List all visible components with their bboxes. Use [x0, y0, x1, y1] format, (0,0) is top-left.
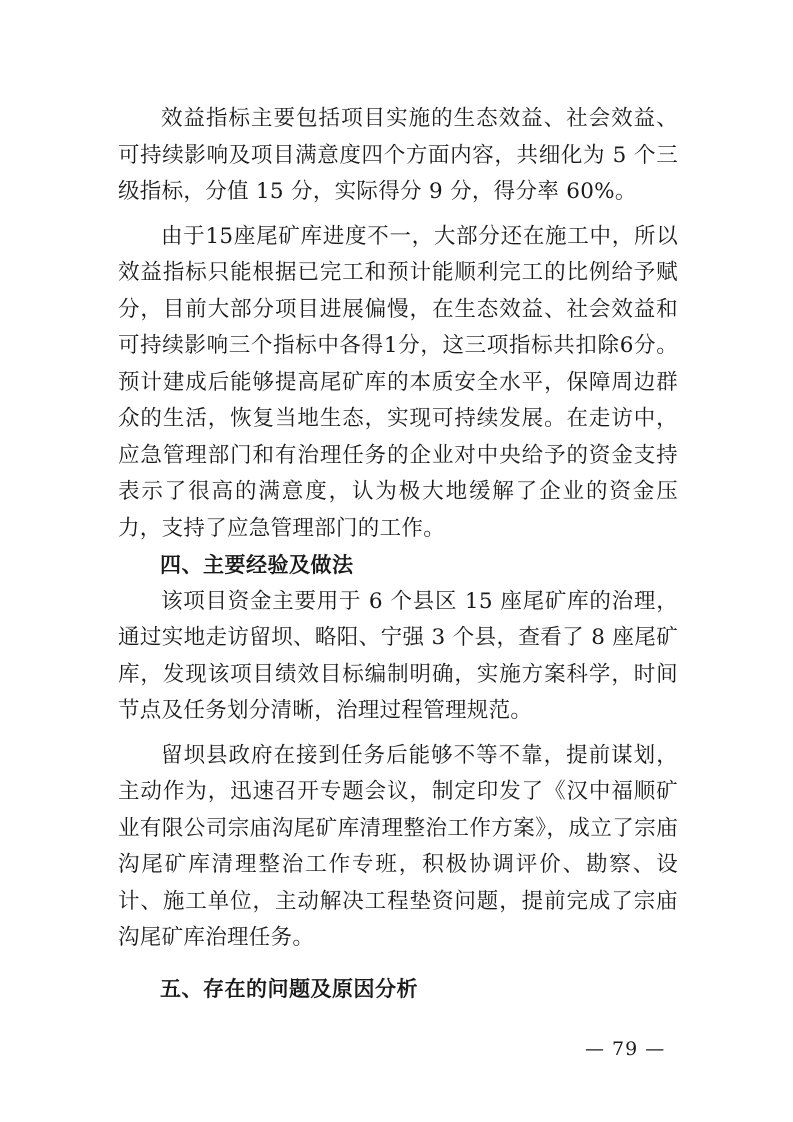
paragraph-spacer — [118, 211, 678, 219]
page-body — [118, 101, 678, 1007]
paragraph-benefit-indicators: 效益指标主要包括项目实施的生态效益、社会效益、可持续影响及项目满意度四个方面内容，共细化为 5 个三级指标，分值 15 分，实际得分 9 分，得分率 60%。 — [118, 106, 678, 204]
paragraph-project-overview: 该项目资金主要用于 6 个县区 15 座尾矿库的治理，通过实地走访留坝、略阳、宁强 3 个县，查看了 8 座尾矿库，发现该项目绩效目标编制明确，实施方案科学，时间节点及任务划分清晰，治理过程管理规范。 — [118, 588, 678, 723]
paragraph-tailings-progress: 由于15座尾矿库进度不一，大部分还在施工中，所以效益指标只能根据已完工和预计能顺利完工的比例给予赋分，目前大部分项目进展偏慢，在生态效益、社会效益和可持续影响三个指标中各得1分，这三项指标共扣除6分。预计建成后能够提高尾矿库的本质安全水平，保障周边群众的生活，恢复当地生态，实现可持续发展。在走访中，应急管理部门和有治理任务的企业对中央给予的资金支持表示了很高的满意度，认为极大地缓解了企业的资金压力，支持了应急管理部门的工作。 — [118, 223, 678, 541]
paragraph-liuba-county: 留坝县政府在接到任务后能够不等不靠，提前谋划，主动作为，迅速召开专题会议，制定印发了《汉中福顺矿业有限公司宗庙沟尾矿库清理整治工作方案》，成立了宗庙沟尾矿库清理整治工作专班，积极协调评价、勘察、设计、施工单位，主动解决工程垫资问题，提前完成了宗庙沟尾矿库治理任务。 — [118, 742, 678, 950]
section-heading-experience: 四、主要经验及做法 — [160, 553, 354, 577]
paragraph-spacer — [118, 957, 678, 971]
section-heading-problems: 五、存在的问题及原因分析 — [160, 976, 418, 1001]
page-number: — 79 — — [585, 1038, 666, 1060]
paragraph-spacer — [118, 730, 678, 738]
